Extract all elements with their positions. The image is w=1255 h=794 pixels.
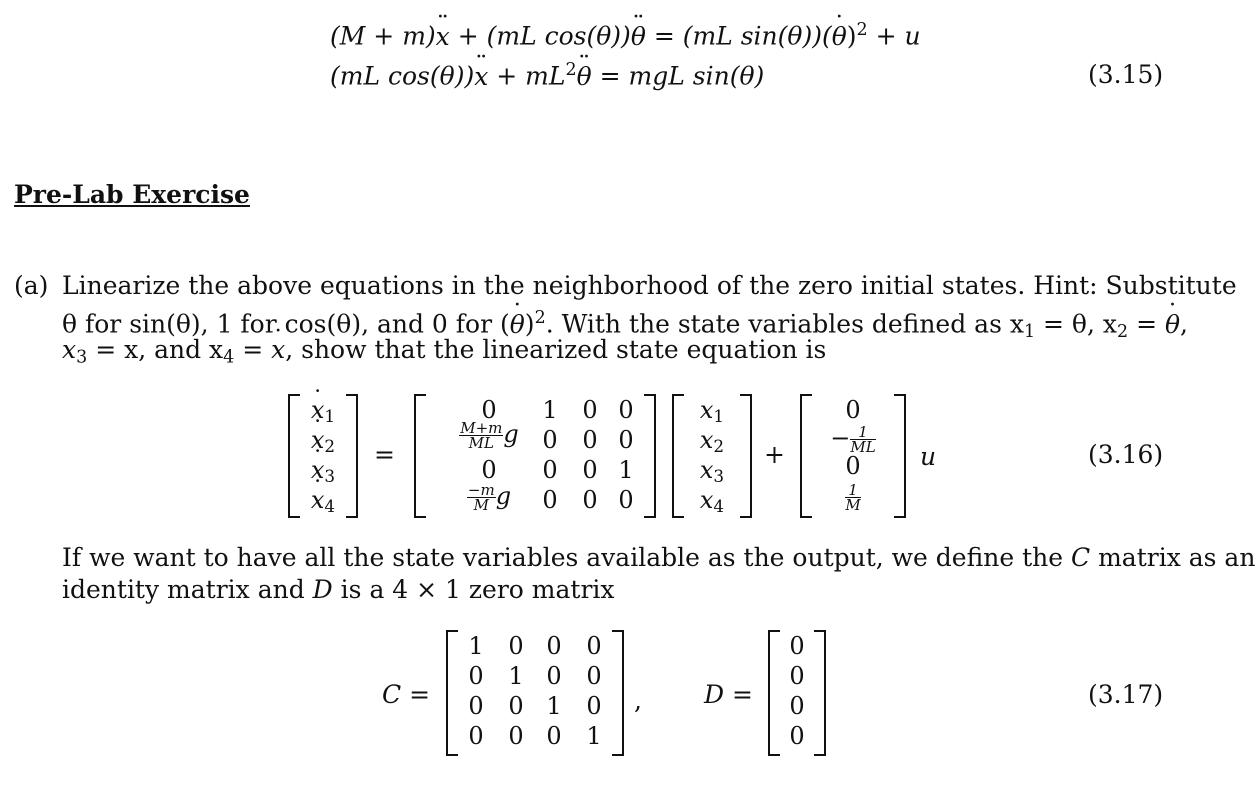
c-entry: 0 [546, 722, 562, 750]
c-entry: 0 [508, 722, 524, 750]
denominator: M [473, 496, 489, 514]
sub: 3 [713, 466, 725, 487]
eq-term: (mL cos(θ)) [330, 61, 475, 91]
a-entry: 0 [582, 486, 598, 514]
b-entry: 0 [845, 396, 861, 424]
text-run: C [1071, 543, 1091, 572]
sub: 1 [713, 406, 725, 427]
eq-term: ¨ x [474, 62, 488, 91]
equation-number-3-16: (3.16) [1088, 440, 1164, 469]
a-entry: 0 [618, 486, 634, 514]
a-entry: 0 [582, 396, 598, 424]
a-entry: 0 [481, 456, 497, 484]
eq-term: + mL [488, 61, 566, 91]
equals-sign: = [374, 440, 395, 469]
c-entry: 1 [546, 692, 562, 720]
sub: 4 [713, 496, 725, 517]
exercise-line-3 [62, 334, 826, 373]
plus-sign: + [764, 440, 785, 469]
state-vector [672, 394, 752, 518]
a-matrix [414, 394, 656, 518]
eq-term: + u [867, 21, 921, 51]
a-entry: 0 [582, 456, 598, 484]
c-entry: 0 [586, 692, 602, 720]
d-entry: 0 [789, 722, 805, 750]
c-entry: 1 [468, 632, 484, 660]
var: x [699, 426, 714, 454]
c-entry: 0 [546, 662, 562, 690]
vector-entry [672, 396, 752, 426]
a-entry: 0 [481, 396, 497, 424]
eq-term: = [645, 21, 683, 51]
bracket-right [612, 630, 624, 756]
var: ˙ x [311, 396, 325, 424]
g: g [495, 482, 512, 510]
eq-term: ) [846, 21, 857, 51]
a-entry: 1 [618, 456, 634, 484]
eq-term: ˙ θ [832, 22, 847, 51]
text-run: , show that the linearized state equation is [285, 335, 827, 364]
c-matrix [446, 630, 624, 756]
text-run: = θ, x [1035, 309, 1117, 339]
eq-term: ¨ θ [577, 62, 592, 91]
section-heading: Pre-Lab Exercise [14, 180, 250, 209]
exercise-label: (a) [14, 271, 49, 300]
vector-entry [672, 456, 752, 486]
var: ˙ x [311, 456, 325, 484]
bracket-right [644, 394, 656, 518]
fraction [850, 425, 875, 454]
text-run: = x, and x [87, 335, 224, 364]
c-entry: 0 [468, 722, 484, 750]
c-entry: 0 [586, 632, 602, 660]
lhs-state-derivative-vector [288, 394, 358, 518]
eq-term: ¨ x [436, 22, 450, 51]
c-entry: 0 [468, 662, 484, 690]
g: g [503, 420, 519, 448]
eq-term: 2 [565, 60, 577, 80]
eq-term: + (mL cos(θ)) [449, 21, 631, 51]
sign: − [830, 424, 851, 452]
vector-entry [672, 426, 752, 456]
text-run: θ for sin(θ), 1 for cos(θ), and 0 for ( [62, 309, 510, 339]
text-run: identity matrix and [62, 575, 313, 604]
d-entry: 0 [789, 632, 805, 660]
c-entry: 1 [508, 662, 524, 690]
text-run: , [1180, 309, 1188, 339]
text-run: 1 [1023, 322, 1036, 342]
c-entry: 0 [468, 692, 484, 720]
a-entry: 0 [618, 396, 634, 424]
text-run: 3 [76, 347, 88, 368]
text-run: If we want to have all the state variables available as the output, we define the [62, 543, 1072, 572]
c-entry: 0 [508, 632, 524, 660]
equation-number-3-17: (3.17) [1088, 680, 1164, 709]
b-entry: 0 [845, 452, 861, 480]
equation-number-3-15: (3.15) [1088, 60, 1164, 89]
a-entry [434, 482, 544, 512]
d-entry: 0 [789, 692, 805, 720]
text-run: = [1128, 309, 1165, 339]
c-entry: 0 [546, 632, 562, 660]
var: x [699, 456, 714, 484]
text-run: ˙ x [271, 334, 285, 366]
text-run: ˙ θ [1165, 309, 1180, 341]
text-run: is a 4 × 1 zero matrix [332, 575, 615, 604]
d-entry: 0 [789, 662, 805, 690]
d-label: D = [704, 680, 753, 709]
eq-term: (M + m) [330, 21, 436, 51]
eq-term: ¨ θ [631, 22, 646, 51]
a-entry: 0 [542, 456, 558, 484]
var: ˙ x [311, 486, 325, 514]
eq-term: = mgL sin(θ) [591, 61, 765, 91]
numerator: 1 [845, 483, 860, 498]
denominator: ML [850, 438, 876, 456]
numerator: 1 [850, 425, 875, 440]
a-entry: 0 [618, 426, 634, 454]
denominator: M [845, 496, 861, 514]
equation-3-15-line-1 [330, 20, 921, 51]
sub: 1 [324, 406, 336, 427]
sub: 2 [713, 436, 725, 457]
denominator: ML [468, 434, 494, 452]
numerator: M+m [460, 419, 503, 437]
text-run: = [234, 335, 272, 364]
text-run: 4 [223, 347, 235, 368]
fraction [459, 421, 503, 450]
c-label: C = [382, 680, 431, 709]
a-entry: 1 [542, 396, 558, 424]
var: ˙ x [311, 426, 325, 454]
fraction [845, 483, 860, 512]
var: x [699, 396, 714, 424]
sub: 4 [324, 496, 336, 517]
var: x [699, 486, 714, 514]
text-run: D [312, 575, 333, 604]
b-vector [800, 394, 906, 518]
a-entry: 0 [542, 426, 558, 454]
sub: 2 [324, 436, 336, 457]
eq-term: (mL sin(θ))( [682, 21, 832, 51]
a-entry: 0 [582, 426, 598, 454]
b-entry [800, 482, 906, 512]
text-run: 2 [534, 308, 546, 328]
numerator: −m [467, 481, 495, 499]
exercise-line-1: Linearize the above equations in the neighborhood of the zero initial states. Hint: Substitute [62, 271, 1237, 300]
vector-entry [288, 486, 358, 516]
d-matrix [768, 630, 826, 756]
a-entry [434, 420, 544, 450]
comma: , [634, 686, 642, 715]
input-u: u [920, 442, 937, 471]
text-run: x [62, 335, 77, 364]
bracket-left [414, 394, 426, 518]
output-line-1 [62, 542, 1255, 574]
c-entry: 1 [586, 722, 602, 750]
eq-term: 2 [856, 20, 868, 40]
text-run: 2 [1116, 322, 1129, 342]
c-entry: 0 [508, 692, 524, 720]
output-line-2 [62, 574, 615, 606]
sub: 3 [324, 466, 336, 487]
fraction [467, 483, 496, 512]
text-run: ) [524, 309, 535, 339]
bracket-left [446, 630, 458, 756]
text-run: matrix as an [1090, 543, 1255, 572]
c-entry: 0 [586, 662, 602, 690]
b-entry [800, 424, 906, 454]
equation-3-15-line-2 [330, 60, 764, 91]
a-entry: 0 [542, 486, 558, 514]
text-run: ˙ θ [510, 309, 525, 341]
vector-entry [672, 486, 752, 516]
text-run: . With the state variables defined as x [545, 309, 1024, 339]
